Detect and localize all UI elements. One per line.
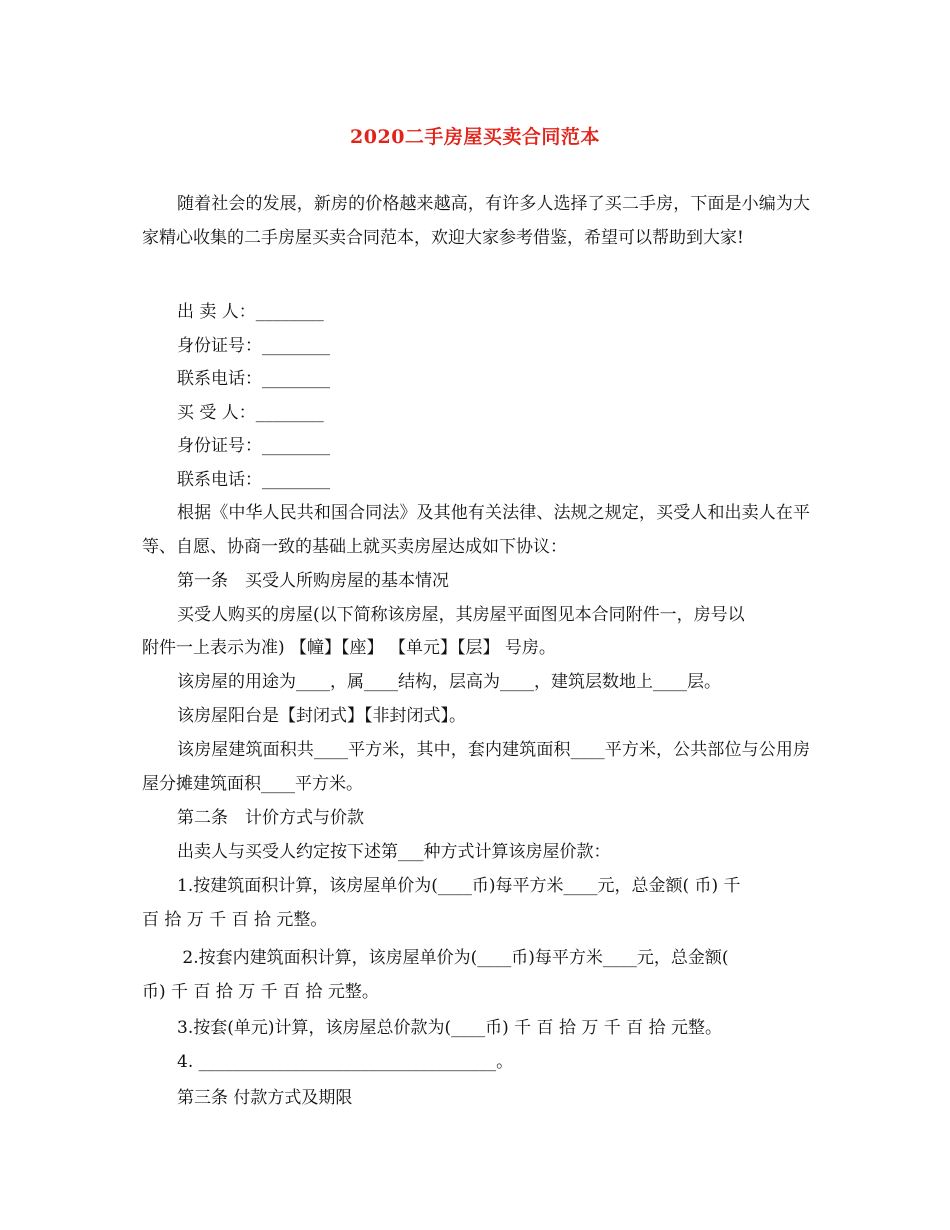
article2-item1-line1: 1.按建筑面积计算，该房屋单价为(____币)每平方米____元，总金额( 币) 千 (177, 876, 741, 896)
article2-item2-line1: 2.按套内建筑面积计算，该房屋单价为(____币)每平方米____元，总金额( (177, 948, 729, 968)
intro-paragraph: 随着社会的发展，新房的价格越来越高，有许多人选择了买二手房，下面是小编为大家精心收集的二手房屋买卖合同范本，欢迎大家参考借鉴，希望可以帮助到大家! (142, 194, 810, 248)
article1-area-paragraph: 该房屋建筑面积共____平方米，其中，套内建筑面积____平方米，公共部位与公用房屋分摊建筑面积____平方米。 (142, 740, 810, 794)
buyer-name-field: 买 受 人：________ (177, 403, 324, 423)
seller-name-field: 出 卖 人：________ (177, 302, 324, 322)
article2-item4: 4. ___________________________________。 (177, 1052, 514, 1072)
basis-paragraph: 根据《中华人民共和国合同法》及其他有关法律、法规之规定，买受人和出卖人在平等、自愿、协商一致的基础上就买卖房屋达成如下协议： (142, 503, 810, 557)
article1-heading: 第一条 买受人所购房屋的基本情况 (177, 571, 449, 591)
document-title: 2020二手房屋买卖合同范本 (350, 126, 600, 148)
buyer-id-field: 身份证号：________ (177, 436, 330, 456)
seller-id-field: 身份证号：________ (177, 336, 330, 356)
article2-item2-line2: 币) 千 百 拾 万 千 百 拾 元整。 (142, 982, 379, 1002)
article2-heading: 第二条 计价方式与价款 (177, 808, 364, 828)
article2-intro: 出卖人与买受人约定按下述第___种方式计算该房屋价款： (177, 842, 611, 862)
article1-balcony-line: 该房屋阳台是【封闭式】【非封闭式】。 (177, 706, 466, 726)
article2-item1-line2: 百 拾 万 千 百 拾 元整。 (142, 910, 328, 930)
buyer-phone-field: 联系电话：________ (177, 470, 330, 490)
article1-usage-line: 该房屋的用途为____，属____结构，层高为____，建筑层数地上____层。 (177, 672, 721, 692)
seller-phone-field: 联系电话：________ (177, 369, 330, 389)
article1-p1-line1: 买受人购买的房屋(以下简称该房屋，其房屋平面图见本合同附件一，房号以 (177, 605, 745, 625)
article1-p1-line2: 附件一上表示为准) 【幢】【座】 【单元】【层】 号房。 (142, 638, 556, 658)
article3-heading: 第三条 付款方式及期限 (177, 1088, 353, 1108)
article2-item3: 3.按套(单元)计算，该房屋总价款为(____币) 千 百 拾 万 千 百 拾 元整。 (177, 1018, 722, 1038)
